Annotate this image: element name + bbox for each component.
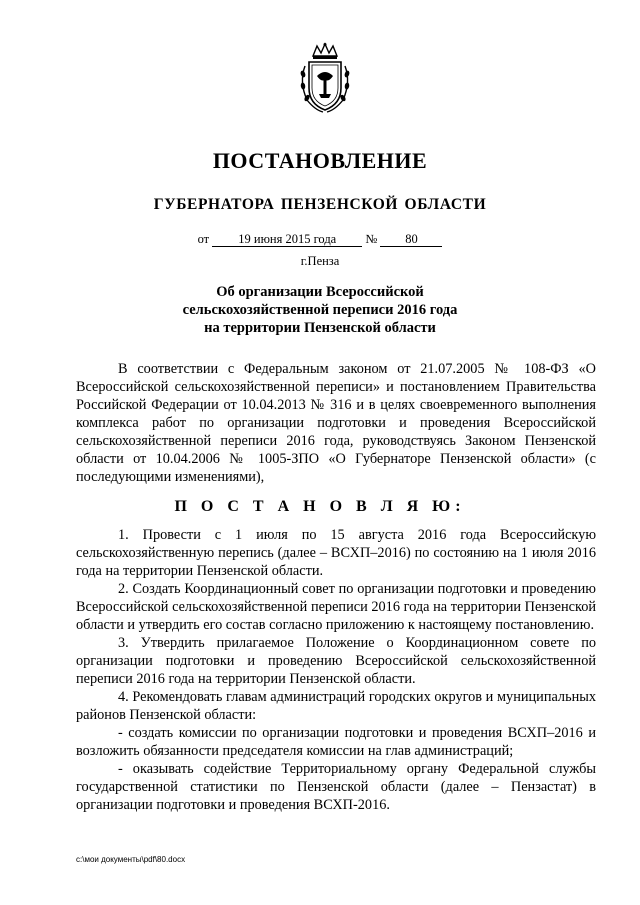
document-number: 80 (380, 232, 442, 247)
preamble (76, 360, 596, 486)
date-prefix: от (197, 232, 210, 246)
coat-of-arms-emblem (295, 42, 355, 114)
document-title: ПОСТАНОВЛЕНИЕ (212, 148, 428, 173)
document-date: 19 июня 2015 года (212, 232, 362, 247)
decree-item: 1. Провести с 1 июля по 15 августа 2016 года Всероссийскую сельскохозяйственную перепись (далее – ВСХП–2016) по состоянию на 1 июля 2016 года на территории Пензенской области. (76, 527, 596, 579)
decree-item: 2. Создать Координационный совет по организации подготовки и проведению Всероссийской сельскохозяйственной переписи 2016 года на территории Пензенской области и утвердить его состав согласно приложению к настоящему постановлению. (76, 581, 596, 633)
subject-line: сельскохозяйственной переписи 2016 года (182, 302, 458, 318)
decree-heading: П О С Т А Н О В Л Я Ю: (174, 498, 466, 515)
document-subject (0, 283, 640, 337)
decree-item: 4. Рекомендовать главам администраций городских округов и муниципальных районов Пензенской области: (76, 689, 596, 723)
subject-line: Об организации Всероссийской (216, 284, 424, 300)
document-city: г.Пенза (300, 254, 340, 268)
decree-subitem: - создать комиссии по организации подготовки и проведения ВСХП–2016 и возложить обязанности председателя комиссии на глав администраций; (76, 725, 596, 759)
number-prefix: № (365, 232, 378, 246)
document-issuer: ГУБЕРНАТОРА ПЕНЗЕНСКОЙ ОБЛАСТИ (153, 196, 487, 213)
decree-item: 3. Утвердить прилагаемое Положение о Координационном совете по организации подготовки и проведению Всероссийской сельскохозяйственной переписи 2016 года на территории Пензенской области. (76, 635, 596, 687)
decree-subitem: - оказывать содействие Территориальному органу Федеральной службы государственной статистики по Пензенской области (далее – Пензастат) в организации подготовки и проведения ВСХП-2016. (76, 761, 596, 813)
file-path-footer: c:\мои документы\pdf\80.docx (76, 855, 186, 864)
decree-body (76, 526, 596, 814)
date-number-line (0, 232, 640, 247)
preamble-paragraph: В соответствии с Федеральным законом от 21.07.2005 № 108-ФЗ «О Всероссийской сельскохозяйственной переписи» и постановлением Правительства Российской Федерации от 10.04.2013 № 316 и в целях своевременного выполнения комплекса работ по организации подготовки и проведения Всероссийской сельскохозяйственной переписи 2016 года, руководствуясь Законом Пензенской области от 10.04.2006 № 1005-ЗПО «О Губернаторе Пензенской области» (с последующими изменениями), (76, 361, 596, 485)
subject-line: на территории Пензенской области (204, 320, 436, 336)
